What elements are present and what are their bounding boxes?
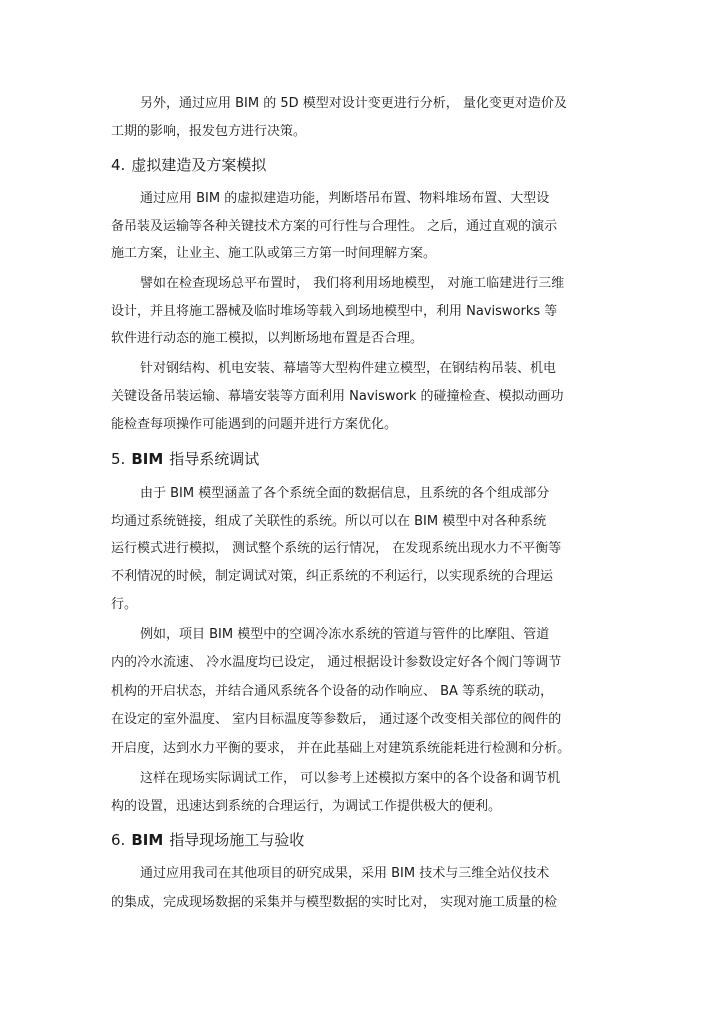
- paragraph-line: 的集成，完成现场数据的采集并与模型数据的实时比对， 实现对施工质量的检: [111, 895, 558, 910]
- section-heading-6: [111, 831, 611, 849]
- paragraph-line: 内的冷水流速、 冷水温度均已设定， 通过根据设计参数设定好各个阀门等调节: [111, 655, 562, 670]
- heading-text: 虚拟建造及方案模拟: [131, 156, 267, 174]
- paragraph-line: 机构的开启状态，并结合通风系统各个设备的动作响应、 BA 等系统的联动，: [111, 684, 554, 699]
- paragraph-line: 均通过系统链接，组成了关联性的系统。所以可以在 BIM 模型中对各种系统: [111, 514, 547, 529]
- section-heading-4: [111, 156, 611, 174]
- paragraph-line: 运行模式进行模拟， 测试整个系统的运行情况， 在发现系统出现水力不平衡等: [111, 541, 562, 556]
- heading-bim: BIM: [131, 831, 164, 849]
- paragraph-line: 关键设备吊装运输、幕墙安装等方面利用 Naviswork 的碰撞检查、模拟动画功: [111, 389, 564, 404]
- paragraph-line: 行。: [111, 597, 138, 612]
- paragraph-line: 设计，并且将施工器械及临时堆场等载入到场地模型中，利用 Navisworks 等: [111, 304, 558, 319]
- paragraph-line: 开启度，达到水力平衡的要求， 并在此基础上对建筑系统能耗进行检测和分析。: [111, 741, 571, 756]
- heading-number: 6.: [111, 831, 126, 849]
- paragraph-line: 例如，项目 BIM 模型中的空调冷冻水系统的管道与管件的比摩阻、管道: [140, 627, 550, 642]
- paragraph-line: 不利情况的时候，制定调试对策，纠正系统的不利运行，以实现系统的合理运: [111, 569, 554, 584]
- paragraph-line: 备吊装及运输等各种关键技术方案的可行性与合理性。 之后，通过直观的演示: [111, 219, 558, 234]
- paragraph-line: 软件进行动态的施工模拟，以判断场地布置是否合理。: [111, 331, 424, 346]
- paragraph-line: 构的设置，迅速达到系统的合理运行，为调试工作提供极大的便利。: [111, 799, 502, 814]
- heading-number: 4.: [111, 156, 126, 174]
- paragraph-line: 针对钢结构、机电安装、幕墙等大型构件建立模型，在钢结构吊装、机电: [140, 361, 557, 376]
- heading-text: 指导系统调试: [169, 450, 260, 468]
- paragraph-line: 通过应用我司在其他项目的研究成果，采用 BIM 技术与三维全站仪技术: [140, 866, 550, 881]
- paragraph-line: 由于 BIM 模型涵盖了各个系统全面的数据信息，且系统的各个组成部分: [140, 486, 550, 501]
- section-heading-5: [111, 450, 611, 468]
- paragraph-line: 在设定的室外温度、 室内目标温度等参数后， 通过逐个改变相关部位的阀件的: [111, 712, 562, 727]
- paragraph-line: 通过应用 BIM 的虚拟建造功能，判断塔吊布置、物料堆场布置、大型设: [140, 191, 550, 206]
- paragraph-line: 譬如在检查现场总平布置时， 我们将利用场地模型， 对施工临建进行三维: [140, 276, 565, 291]
- paragraph-line: 工期的影响，报发包方进行决策。: [111, 124, 307, 139]
- paragraph-line: 另外，通过应用 BIM 的 5D 模型对设计变更进行分析， 量化变更对造价及: [140, 96, 567, 111]
- heading-text: 指导现场施工与验收: [169, 831, 305, 849]
- paragraph-line: 能检查每项操作可能遇到的问题并进行方案优化。: [111, 417, 398, 432]
- heading-bim: BIM: [131, 450, 164, 468]
- heading-number: 5.: [111, 450, 126, 468]
- paragraph-line: 施工方案，让业主、施工队或第三方第一时间理解方案。: [111, 246, 437, 261]
- paragraph-line: 这样在现场实际调试工作， 可以参考上述模拟方案中的各个设备和调节机: [140, 771, 561, 786]
